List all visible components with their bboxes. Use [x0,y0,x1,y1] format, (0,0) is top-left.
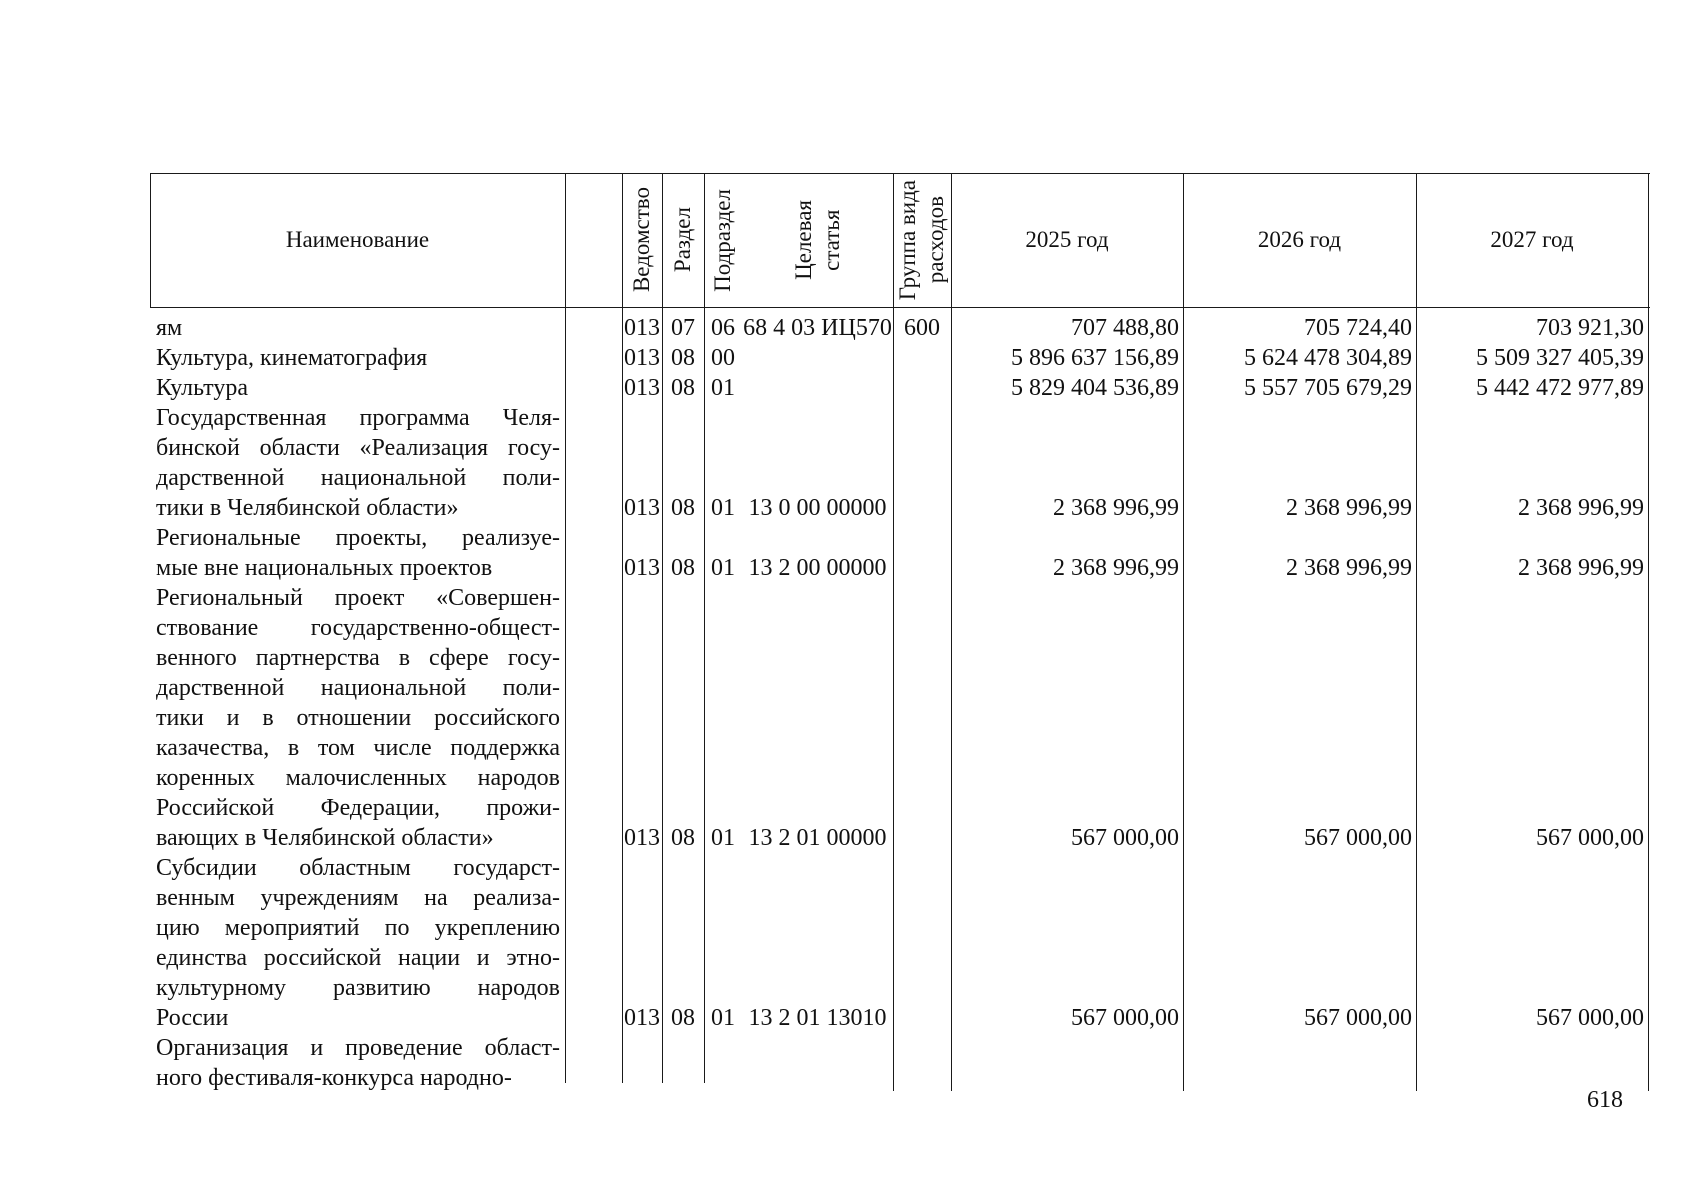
cell-vedomstvo: 013 [624,345,660,371]
row-name-line: тики в Челябинской области» [156,495,459,521]
cell-podrazdel: 06 [711,315,735,341]
header-2027-label: 2027 год [1490,227,1574,252]
header-2027 [1416,173,1648,307]
cell-2025: 5 896 637 156,89 [1011,345,1179,371]
cell-razdel: 08 [671,345,695,371]
row-name-line: вающих в Челябинской области» [156,825,494,851]
cell-podrazdel: 01 [711,495,735,521]
cell-2027: 703 921,30 [1536,315,1644,341]
cell-2027: 5 509 327 405,39 [1476,345,1644,371]
row-name-line: Государственная программа Челя- [156,405,560,431]
cell-razdel: 07 [671,315,695,341]
cell-vedomstvo: 013 [624,825,660,851]
row-name-line: Российской Федерации, прожи- [156,795,560,821]
row-name-line: коренных малочисленных народов [156,765,560,791]
row-name-line: Организация и проведение област- [156,1035,560,1061]
header-group-label [894,180,950,300]
row-name [156,403,560,523]
col-border-name [565,173,566,1083]
cell-target: 13 2 00 00000 [748,555,887,581]
header-razdel [662,173,704,307]
col-border-razdel [662,173,663,1083]
header-vedomstvo [622,173,662,307]
row-name-line: мые вне национальных проектов [156,555,493,581]
cell-2025: 707 488,80 [1071,315,1179,341]
row-name-line: Культура [156,375,248,401]
row-name-line: дарственной национальной поли- [156,465,560,491]
cell-razdel: 08 [671,555,695,581]
header-bottom-border [150,307,1650,308]
cell-vedomstvo: 013 [624,495,660,521]
col-border-2026 [1416,173,1417,1091]
row-name-line: казачества, в том числе поддержка [156,735,560,761]
header-target-line2: статья [818,209,844,271]
row-name-line: единства российской нации и этно- [156,945,560,971]
header-2026 [1183,173,1416,307]
cell-target: 13 2 01 00000 [748,825,887,851]
header-group-line1: Группа вида [895,179,920,301]
header-name-label: Наименование [285,227,430,252]
header-2026-label: 2026 год [1257,227,1342,252]
row-name [156,313,560,343]
cell-2026: 567 000,00 [1304,1005,1412,1031]
row-name-line: ям [156,315,183,341]
header-podrazdel-label: Подраздел [710,188,735,292]
cell-2027: 5 442 472 977,89 [1476,375,1644,401]
cell-podrazdel: 01 [711,1005,735,1031]
header-target-label [790,200,846,280]
row-name [156,523,560,583]
row-name-line: культурному развитию народов [156,975,560,1001]
cell-podrazdel: 01 [711,825,735,851]
row-name-line: Культура, кинематография [156,345,428,371]
cell-2026: 2 368 996,99 [1286,495,1412,521]
row-name-line: венного партнерства в сфере госу- [156,645,560,671]
cell-target: 13 0 00 00000 [748,495,887,521]
cell-podrazdel: 01 [711,375,735,401]
header-2025-label: 2025 год [1025,227,1109,252]
cell-2026: 2 368 996,99 [1286,555,1412,581]
header-vedomstvo-label: Ведомство [629,187,654,293]
cell-vedomstvo: 013 [624,315,660,341]
header-target-line1: Целевая [790,200,816,280]
cell-2026: 567 000,00 [1304,825,1412,851]
header-group-line2: расходов [923,196,948,284]
cell-2027: 2 368 996,99 [1518,555,1644,581]
cell-target: 13 2 01 13010 [748,1005,887,1031]
header-2025 [951,173,1183,307]
cell-2025: 2 368 996,99 [1053,555,1179,581]
cell-2027: 567 000,00 [1536,1005,1644,1031]
header-name [150,173,565,307]
row-name-line: дарственной национальной поли- [156,675,560,701]
cell-razdel: 08 [671,825,695,851]
cell-2027: 567 000,00 [1536,825,1644,851]
budget-table [150,173,1650,1091]
col-border-ved [622,173,623,1083]
cell-2026: 5 624 478 304,89 [1244,345,1412,371]
cell-podrazdel: 01 [711,555,735,581]
cell-target: 68 4 03 ИЦ570 [743,315,892,341]
col-border-right [1648,173,1649,1091]
row-name-line: венным учреждениям на реализа- [156,885,560,911]
header-group [893,173,951,307]
col-border-target [893,173,894,1091]
row-name [156,583,560,853]
col-border-group [951,173,952,1091]
cell-vedomstvo: 013 [624,555,660,581]
row-name-line: России [156,1005,229,1031]
cell-2026: 5 557 705 679,29 [1244,375,1412,401]
header-podrazdel [704,173,742,307]
cell-2025: 5 829 404 536,89 [1011,375,1179,401]
row-name-line: ствование государственно-общест- [156,615,560,641]
row-name-line: Региональные проекты, реализуе- [156,525,560,551]
cell-razdel: 08 [671,495,695,521]
cell-2027: 2 368 996,99 [1518,495,1644,521]
row-name-line: Субсидии областным государст- [156,855,560,881]
cell-2025: 2 368 996,99 [1053,495,1179,521]
col-border-2025 [1183,173,1184,1091]
row-name [156,1033,560,1093]
cell-2025: 567 000,00 [1071,825,1179,851]
row-name-line: ного фестиваля-конкурса народно- [156,1065,512,1091]
cell-2026: 705 724,40 [1304,315,1412,341]
header-razdel-label: Раздел [670,207,695,273]
cell-razdel: 08 [671,1005,695,1031]
header-target [742,173,893,307]
row-name-line: Региональный проект «Совершен- [156,585,560,611]
cell-razdel: 08 [671,375,695,401]
page-number: 618 [1587,1087,1623,1113]
row-name [156,853,560,1033]
row-name [156,343,560,373]
cell-vedomstvo: 013 [624,1005,660,1031]
cell-group: 600 [904,315,940,341]
row-name-line: тики и в отношении российского [156,705,560,731]
row-name-line: бинской области «Реализация госу- [156,435,560,461]
cell-vedomstvo: 013 [624,375,660,401]
cell-2025: 567 000,00 [1071,1005,1179,1031]
cell-podrazdel: 00 [711,345,735,371]
row-name [156,373,560,403]
col-border-podrazdel [704,173,705,1083]
row-name-line: цию мероприятий по укреплению [156,915,560,941]
